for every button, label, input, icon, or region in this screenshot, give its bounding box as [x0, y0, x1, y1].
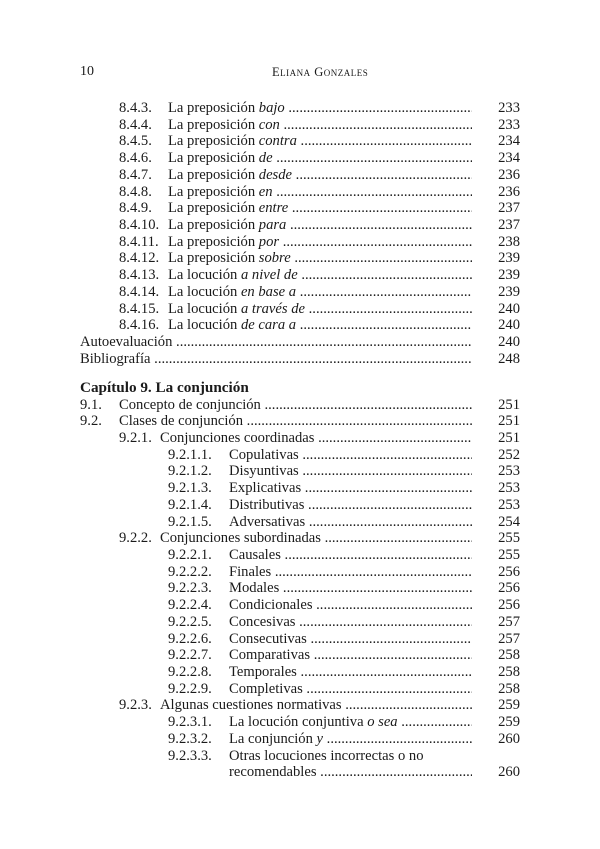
toc-entry-page: 256 — [498, 597, 520, 614]
toc-entry-page: 233 — [498, 116, 520, 133]
toc-entry — [80, 430, 520, 447]
toc-entry — [80, 234, 520, 251]
toc-entry-title: Condicionales — [229, 597, 313, 614]
toc-entry-title: Finales — [229, 563, 272, 580]
toc-entry-page: 240 — [498, 317, 520, 334]
toc-entry — [80, 447, 520, 464]
toc-entry — [80, 547, 520, 564]
toc-entry-page: 252 — [498, 446, 520, 463]
toc-entry-title-italic: de cara a — [240, 317, 297, 334]
toc-entry-page: 240 — [498, 334, 520, 351]
toc-entry-page: 260 — [498, 730, 520, 747]
toc-entry-title: Concepto de conjunción — [119, 396, 261, 413]
toc-entry — [80, 597, 520, 614]
toc-entry-number: 9.2.2.7. — [168, 647, 212, 664]
toc-entry-title: La conjunción — [229, 730, 317, 747]
toc-entry-title-italic: bajo — [258, 100, 285, 116]
toc-entry-number: 8.4.8. — [119, 183, 152, 200]
toc-entry — [80, 748, 520, 781]
toc-entry-page: 257 — [498, 613, 520, 630]
toc-entry — [80, 731, 520, 748]
toc-entry — [80, 301, 520, 318]
toc-entry-title: Modales — [229, 580, 280, 597]
toc-entry-title-line2: recomendables — [229, 764, 317, 781]
toc-entry-number: 9.2.1. — [119, 429, 152, 446]
toc-entry — [80, 200, 520, 217]
toc-entry-number: 8.4.12. — [119, 250, 160, 267]
toc-entry-title: Copulativas — [229, 446, 299, 463]
toc-entry-number: 9.2. — [80, 413, 102, 430]
toc-entry-title: La preposición — [168, 233, 259, 250]
toc-entry-page: 259 — [498, 714, 520, 731]
toc-entry-page: 253 — [498, 480, 520, 497]
toc-entry-title: La preposición — [168, 217, 259, 234]
toc-entry-title: Bibliografía — [80, 350, 151, 367]
toc-entry-number: 8.4.11. — [119, 233, 159, 250]
toc-entry-page: 260 — [498, 764, 520, 781]
toc-entry-page: 251 — [498, 413, 520, 430]
toc-chapter-9 — [80, 397, 520, 715]
toc-entry-page: 239 — [498, 283, 520, 300]
toc-entry-page: 236 — [498, 183, 520, 200]
toc-entry — [80, 217, 520, 234]
toc-entry-page: 234 — [498, 150, 520, 167]
toc-entry-number: 8.4.3. — [119, 100, 152, 116]
toc-entry — [80, 514, 520, 531]
chapter-heading: Capítulo 9. La conjunción — [80, 378, 249, 396]
toc-entry-number: 8.4.9. — [119, 200, 152, 217]
toc-entry-page: 251 — [498, 429, 520, 446]
toc-entry-title: La preposición — [168, 100, 259, 116]
toc-entry-page: 256 — [498, 563, 520, 580]
toc-entry-number: 9.2.3.2. — [168, 730, 212, 747]
toc-entry-page: 239 — [498, 250, 520, 267]
toc-entry-number: 9.2.3. — [119, 697, 152, 714]
toc-entry-title: Causales — [229, 546, 281, 563]
table-of-contents — [80, 100, 520, 781]
toc-entry-number: 9.2.3.3. — [168, 747, 212, 764]
toc-entry-title: Completivas — [229, 680, 303, 697]
toc-entry-number: 9.2.1.5. — [168, 513, 212, 530]
toc-entry-number: 9.2.2.5. — [168, 613, 212, 630]
toc-entry — [80, 497, 520, 514]
toc-entry-number: 9.2.2.3. — [168, 580, 212, 597]
toc-entry-title: Distributivas — [229, 496, 305, 513]
toc-entry-number: 8.4.16. — [119, 317, 160, 334]
toc-entry-title: La locución — [168, 267, 241, 284]
toc-entry — [80, 100, 520, 117]
toc-entry-number: 8.4.7. — [119, 166, 152, 183]
toc-entry-number: 8.4.15. — [119, 300, 160, 317]
toc-entry-number: 9.2.1.1. — [168, 446, 212, 463]
toc-entry-title-italic: a través de — [240, 300, 305, 317]
toc-entry-title: Conjunciones subordinadas — [160, 530, 321, 547]
toc-entry-page: 237 — [498, 200, 520, 217]
toc-entry-number: 9.2.1.4. — [168, 496, 212, 513]
toc-entry-number: 8.4.10. — [119, 217, 160, 234]
toc-section-8-4 — [80, 100, 520, 334]
toc-entry-title: Disyuntivas — [229, 463, 299, 480]
toc-entry-title: La locución — [168, 317, 241, 334]
toc-entry-number: 9.2.2.2. — [168, 563, 212, 580]
toc-entry — [80, 681, 520, 698]
toc-entry-title-italic: para — [258, 217, 287, 234]
toc-entry-autoevaluacion — [80, 334, 520, 351]
toc-entry-page: 238 — [498, 233, 520, 250]
toc-entry — [80, 184, 520, 201]
toc-entry-page: 253 — [498, 496, 520, 513]
toc-entry-title-italic: por — [258, 233, 280, 250]
toc-entry-title: La locución — [168, 283, 241, 300]
toc-entry-title-italic: de — [258, 150, 273, 167]
toc-entry-number: 9.2.2.9. — [168, 680, 212, 697]
page-number: 10 — [80, 64, 94, 79]
toc-entry-number: 8.4.6. — [119, 150, 152, 167]
toc-entry — [80, 397, 520, 414]
toc-entry-title-italic: o sea — [367, 714, 398, 731]
toc-section-9-2-3 — [80, 714, 520, 747]
toc-entry-title-line1: Otras locuciones incorrectas o no — [229, 747, 424, 764]
toc-entry-number: 9.2.3.1. — [168, 714, 212, 731]
toc-entry — [80, 530, 520, 547]
toc-entry — [80, 697, 520, 714]
toc-entry-title-italic: sobre — [258, 250, 291, 267]
toc-entry-title: La preposición — [168, 133, 259, 150]
toc-entry-number: 9.1. — [80, 396, 102, 413]
toc-entry-number: 9.2.2.1. — [168, 546, 212, 563]
toc-entry-title-italic: entre — [258, 200, 289, 217]
toc-entry-title: La locución conjuntiva — [229, 714, 368, 731]
toc-entry-title-italic: en — [258, 183, 273, 200]
toc-entry-title-italic: desde — [258, 166, 293, 183]
toc-entry-title: Temporales — [229, 664, 297, 680]
toc-entry — [80, 714, 520, 731]
toc-entry — [80, 664, 520, 681]
toc-entry-page: 258 — [498, 680, 520, 697]
toc-entry — [80, 250, 520, 267]
toc-entry-page: 234 — [498, 133, 520, 150]
toc-entry-page: 255 — [498, 530, 520, 547]
toc-entry-number: 9.2.1.2. — [168, 463, 212, 480]
toc-entry-number: 9.2.2.8. — [168, 664, 212, 680]
toc-entry-page: 236 — [498, 166, 520, 183]
toc-entry-page: 254 — [498, 513, 520, 530]
toc-entry-title: Autoevaluación — [80, 334, 173, 351]
toc-entry — [80, 117, 520, 134]
toc-entry-number: 8.4.14. — [119, 283, 160, 300]
toc-entry — [80, 317, 520, 334]
toc-entry-title-italic: a nivel de — [240, 267, 298, 284]
toc-entry-page: 237 — [498, 217, 520, 234]
toc-entry-title: La preposición — [168, 116, 259, 133]
toc-entry — [80, 463, 520, 480]
toc-entry-page: 233 — [498, 100, 520, 116]
toc-entry-page: 239 — [498, 267, 520, 284]
toc-entry-title: Clases de conjunción — [119, 413, 244, 430]
toc-entry-bibliografia — [80, 351, 520, 368]
toc-entry — [80, 284, 520, 301]
toc-entry-title: La preposición — [168, 250, 259, 267]
toc-entry — [80, 413, 520, 430]
toc-entry-number: 9.2.2. — [119, 530, 152, 547]
toc-entry-page: 258 — [498, 647, 520, 664]
toc-entry — [80, 150, 520, 167]
toc-entry-title: La preposición — [168, 150, 259, 167]
toc-entry-title: Conjunciones coordinadas — [160, 429, 315, 446]
toc-entry-page: 251 — [498, 396, 520, 413]
toc-entry-title: La preposición — [168, 183, 259, 200]
toc-entry-number: 9.2.2.4. — [168, 597, 212, 614]
toc-entry-title: La preposición — [168, 200, 259, 217]
toc-entry — [80, 647, 520, 664]
toc-entry — [80, 167, 520, 184]
toc-entry-title-italic: y — [316, 730, 324, 747]
toc-entry-page: 256 — [498, 580, 520, 597]
toc-entry-title: Consecutivas — [229, 630, 307, 647]
toc-entry-page: 240 — [498, 300, 520, 317]
toc-entry — [80, 480, 520, 497]
toc-entry — [80, 133, 520, 150]
toc-entry — [80, 267, 520, 284]
toc-entry-title-italic: en base a — [240, 283, 297, 300]
toc-entry-title-italic: contra — [258, 133, 297, 150]
toc-entry-page: 248 — [498, 350, 520, 367]
toc-entry-page: 253 — [498, 463, 520, 480]
toc-entry-number: 8.4.13. — [119, 267, 160, 284]
toc-entry-title: Concesivas — [229, 613, 296, 630]
toc-entry-page: 257 — [498, 630, 520, 647]
toc-entry-title: Explicativas — [229, 480, 302, 497]
toc-entry — [80, 564, 520, 581]
toc-entry-page: 259 — [498, 697, 520, 714]
toc-entry-number: 8.4.4. — [119, 116, 152, 133]
toc-entry-title: Algunas cuestiones normativas — [160, 697, 342, 714]
toc-entry-page: 255 — [498, 546, 520, 563]
toc-entry-number: 9.2.1.3. — [168, 480, 212, 497]
toc-entry-title: Adversativas — [229, 513, 306, 530]
toc-entry-number: 9.2.2.6. — [168, 630, 212, 647]
toc-entry — [80, 631, 520, 648]
toc-entry-title-italic: con — [258, 116, 280, 133]
toc-entry-title: La locución — [168, 300, 241, 317]
running-title: Eliana Gonzales — [272, 65, 369, 79]
toc-entry-title: Comparativas — [229, 647, 311, 664]
toc-entry — [80, 614, 520, 631]
toc-entry-title: La preposición — [168, 166, 259, 183]
toc-entry-number: 8.4.5. — [119, 133, 152, 150]
toc-entry — [80, 580, 520, 597]
toc-entry-page: 258 — [498, 664, 520, 680]
